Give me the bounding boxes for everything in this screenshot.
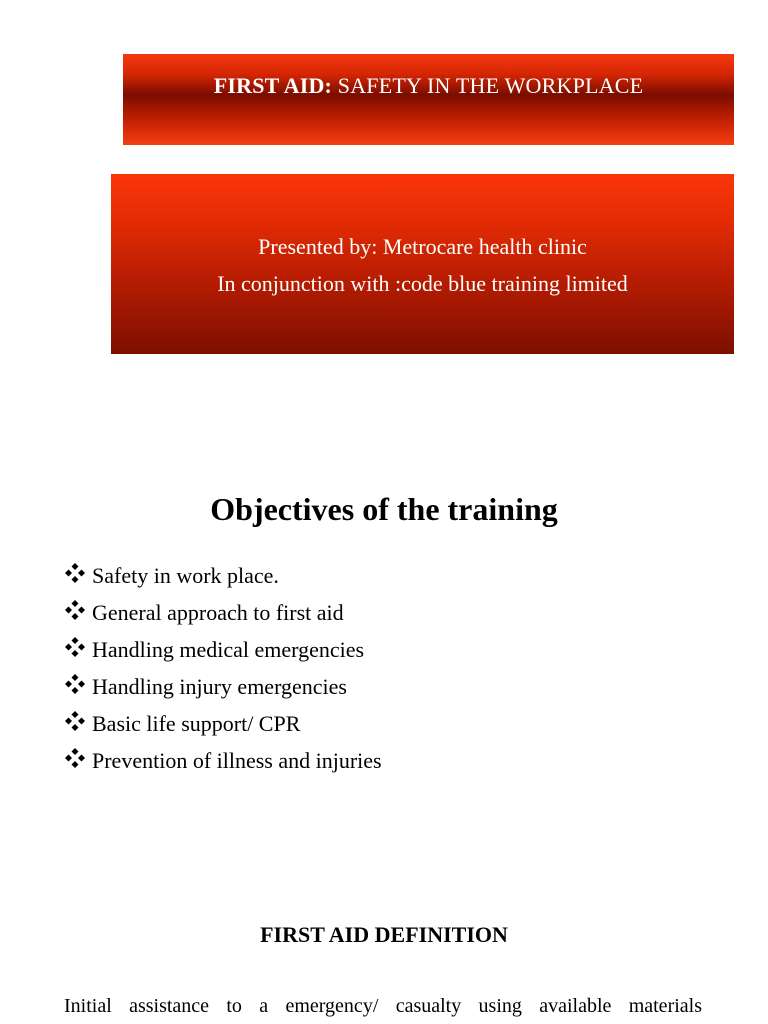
list-item (64, 711, 382, 748)
objective-text: Handling injury emergencies (92, 674, 347, 699)
list-item (64, 563, 382, 600)
four-diamond-bullet-icon (64, 710, 86, 732)
four-diamond-bullet-icon (64, 562, 86, 584)
list-item (64, 748, 382, 785)
objective-text: Safety in work place. (92, 563, 279, 588)
objective-text: Handling medical emergencies (92, 637, 365, 662)
title-banner (123, 54, 734, 145)
four-diamond-bullet-icon (64, 599, 86, 621)
list-item (64, 674, 382, 711)
title-rest-part: SAFETY IN THE WORKPLACE (332, 73, 644, 98)
document-title (123, 73, 734, 99)
objectives-list (64, 563, 382, 785)
presenter-line: Presented by: Metrocare health clinic (258, 234, 587, 259)
objective-text: General approach to first aid (92, 600, 344, 625)
conjunction-line: In conjunction with :code blue training limited (217, 271, 628, 296)
four-diamond-bullet-icon (64, 673, 86, 695)
definition-paragraph: Initial assistance to a emergency/ casualty using available materials (64, 995, 702, 1017)
objective-text: Prevention of illness and injuries (92, 748, 382, 773)
four-diamond-bullet-icon (64, 636, 86, 658)
objectives-heading: Objectives of the training (210, 491, 558, 527)
objective-text: Basic life support/ CPR (92, 711, 301, 736)
list-item (64, 600, 382, 637)
presenter-box (111, 174, 734, 354)
list-item (64, 637, 382, 674)
four-diamond-bullet-icon (64, 747, 86, 769)
title-bold-part: FIRST AID: (213, 73, 333, 98)
definition-heading: FIRST AID DEFINITION (260, 922, 508, 947)
